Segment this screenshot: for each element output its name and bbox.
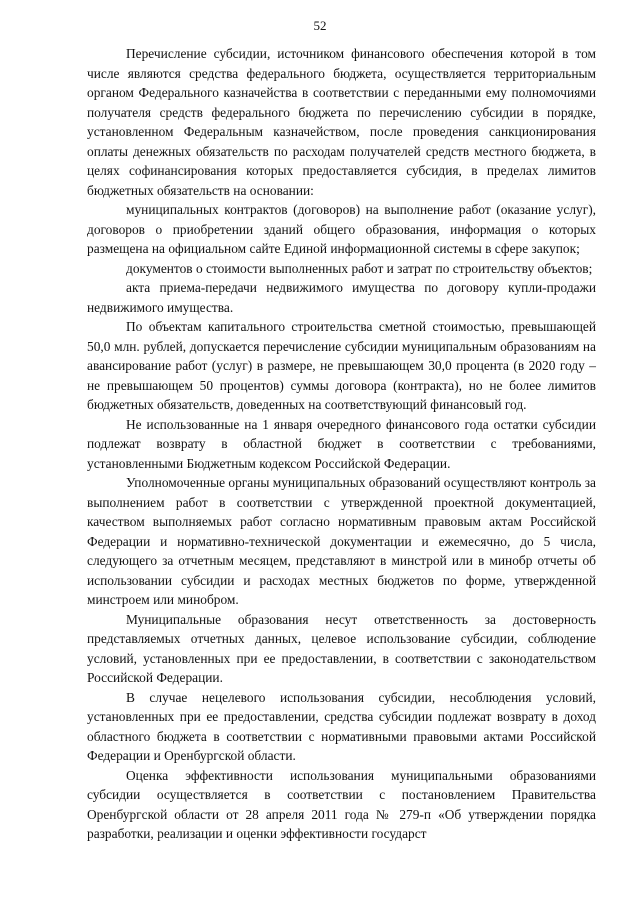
paragraph-control-reporting: Уполномоченные органы муниципальных образований осуществляют контроль за выполнением работ в соответствии с утвержденной проектной документацией, качеством выполняемых работ согласно нормативным правовым актам Российской Федерации и нормативно-технической документации и ежемесячно, до 5 числа, следующего за отчетным месяцем, представляют в минстрой или в минобр отчеты об использовании субсидии и расходах местных бюджетов по форме, утвержденной минстроем или минобром. bbox=[87, 475, 596, 607]
page-number: 52 bbox=[313, 18, 327, 33]
paragraph-transfer-act: акта приема-передачи недвижимого имущества по договору купли-продажи недвижимого имущества. bbox=[87, 280, 596, 315]
paragraph-misuse-return: В случае нецелевого использования субсидии, несоблюдения условий, установленных при ее предоставлении, средства субсидии подлежат возврату в доход областного бюджета в соответствии с нормативными правовыми актами Российской Федерации и Оренбургской области. bbox=[87, 689, 596, 763]
paragraph-cost-documents: документов о стоимости выполненных работ и затрат по строительству объектов; bbox=[126, 260, 593, 276]
paragraph-advance-payment: По объектам капитального строительства сметной стоимостью, превышающей 50,0 млн. рублей, допускается перечисление субсидии муниципальным образованиям на авансирование работ (услуг) в размере, не превышающем 30,0 процента (в 2020 году – не превышающем 50 процентов) суммы договора (контракта), но не более лимитов бюджетных обязательств, доведенных на соответствующий финансовый год. bbox=[87, 319, 596, 412]
paragraph-subsidy-transfer: Перечисление субсидии, источником финансового обеспечения которой в том числе являются средства федерального бюджета, осуществляется территориальным органом Федерального казначейства в соответствии с переданными ему полномочиями получателя средств федерального бюджета по перечислению субсидии в порядке, установленном Федеральным казначейством, после проведения санкционирования оплаты денежных обязательств по расходам получателей средств местного бюджета, в целях софинансирования которых предоставляется субсидия, в пределах лимитов бюджетных обязательств на основании: bbox=[87, 46, 596, 198]
paragraph-municipal-contracts: муниципальных контрактов (договоров) на выполнение работ (оказание услуг), договоров о приобретении зданий общего образования, информация о которых размещена на официальном сайте Единой информационной системы в сфере закупок; bbox=[87, 202, 596, 256]
paragraph-responsibility: Муниципальные образования несут ответственность за достоверность представляемых отчетных данных, целевое использование субсидии, соблюдение условий, установленных при ее предоставлении, в соответствии с законодательством Российской Федерации. bbox=[87, 611, 596, 685]
paragraph-unused-balance: Не использованные на 1 января очередного финансового года остатки субсидии подлежат возврату в областной бюджет в соответствии с требованиями, установленными Бюджетным кодексом Российской Федерации. bbox=[87, 416, 596, 471]
body-text bbox=[87, 44, 596, 844]
paragraph-efficiency-evaluation: Оценка эффективности использования муниципальными образованиями субсидии осуществляется в соответствии с постановлением Правительства Оренбургской области от 28 апреля 2011 года № 279-п «Об утверждении порядка разработки, реализации и оценки эффективности государст bbox=[87, 767, 596, 841]
